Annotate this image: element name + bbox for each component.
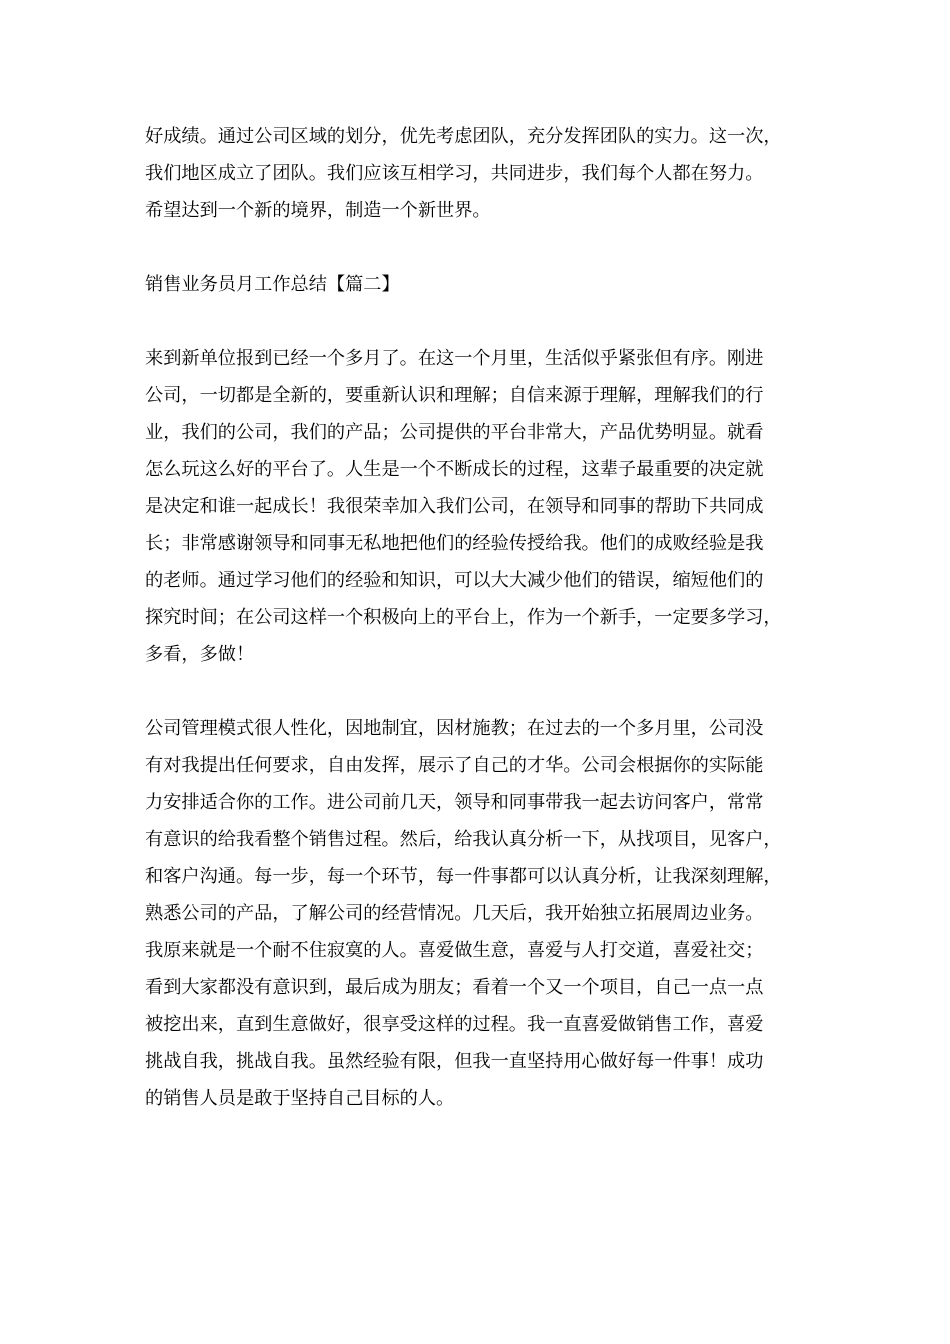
paragraph-2 xyxy=(145,710,810,1117)
intro-paragraph xyxy=(145,118,810,229)
text-line: 被挖出来，直到生意做好，很享受这样的过程。我一直喜爱做销售工作，喜爱 xyxy=(145,1014,764,1035)
text-line: 多看，多做！ xyxy=(145,644,255,665)
paragraph-gap xyxy=(145,303,810,340)
document-body xyxy=(145,118,810,1117)
text-line: 挑战自我，挑战自我。虽然经验有限，但我一直坚持用心做好每一件事！成功 xyxy=(145,1051,764,1072)
paragraph-1 xyxy=(145,340,810,673)
text-line: 来到新单位报到已经一个多月了。在这一个月里，生活似乎紧张但有序。刚进 xyxy=(145,348,764,369)
text-line: 有对我提出任何要求，自由发挥，展示了自己的才华。公司会根据你的实际能 xyxy=(145,755,764,776)
text-line: 我原来就是一个耐不住寂寞的人。喜爱做生意，喜爱与人打交道，喜爱社交； xyxy=(145,940,764,961)
paragraph-gap xyxy=(145,229,810,266)
text-line: 看到大家都没有意识到，最后成为朋友；看着一个又一个项目，自己一点一点 xyxy=(145,977,764,998)
text-line: 长；非常感谢领导和同事无私地把他们的经验传授给我。他们的成败经验是我 xyxy=(145,533,764,554)
text-line: 是决定和谁一起成长！我很荣幸加入我们公司，在领导和同事的帮助下共同成 xyxy=(145,496,764,517)
text-line: 怎么玩这么好的平台了。人生是一个不断成长的过程，这辈子最重要的决定就 xyxy=(145,459,764,480)
text-line: 公司管理模式很人性化，因地制宜，因材施教；在过去的一个多月里，公司没 xyxy=(145,718,764,739)
text-line: 希望达到一个新的境界，制造一个新世界。 xyxy=(145,200,491,221)
text-line: 业，我们的公司，我们的产品；公司提供的平台非常大，产品优势明显。就看 xyxy=(145,422,764,443)
text-line: 公司，一切都是全新的，要重新认识和理解；自信来源于理解，理解我们的行 xyxy=(145,385,764,406)
section-title: 销售业务员月工作总结【篇二】 xyxy=(145,274,400,295)
text-line: 力安排适合你的工作。进公司前几天，领导和同事带我一起去访问客户，常常 xyxy=(145,792,764,813)
text-line: 和客户沟通。每一步，每一个环节，每一件事都可以认真分析，让我深刻理解， xyxy=(145,866,782,887)
text-line: 的老师。通过学习他们的经验和知识，可以大大减少他们的错误，缩短他们的 xyxy=(145,570,764,591)
paragraph-gap xyxy=(145,673,810,710)
text-line: 熟悉公司的产品，了解公司的经营情况。几天后，我开始独立拓展周边业务。 xyxy=(145,903,764,924)
text-line: 探究时间；在公司这样一个积极向上的平台上，作为一个新手，一定要多学习， xyxy=(145,607,782,628)
text-line: 我们地区成立了团队。我们应该互相学习，共同进步，我们每个人都在努力。 xyxy=(145,163,764,184)
text-line: 有意识的给我看整个销售过程。然后，给我认真分析一下，从找项目，见客户， xyxy=(145,829,782,850)
text-line: 的销售人员是敢于坚持自己目标的人。 xyxy=(145,1088,455,1109)
text-line: 好成绩。通过公司区域的划分，优先考虑团队，充分发挥团队的实力。这一次， xyxy=(145,126,782,147)
